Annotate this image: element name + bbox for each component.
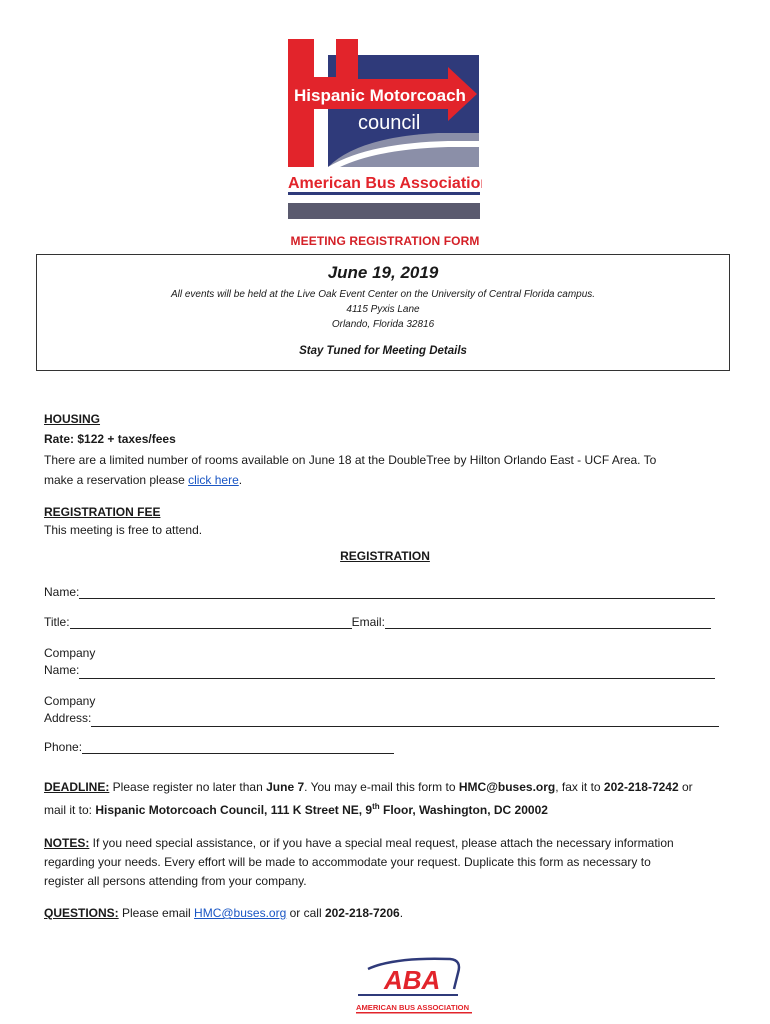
company-label: Company — [44, 646, 96, 660]
stay-tuned-note: Stay Tuned for Meeting Details — [299, 345, 467, 357]
housing-heading: HOUSING — [44, 412, 101, 426]
event-street: 4115 Pyxis Lane — [346, 304, 420, 315]
questions-email-link[interactable]: HMC@buses.org — [194, 906, 287, 920]
click-here-link[interactable]: click here — [188, 473, 239, 487]
phone-row — [44, 740, 394, 754]
event-venue: All events will be held at the Live Oak Event Center on the University of Central Florida campus. — [170, 289, 596, 300]
company-name-row — [44, 645, 715, 679]
fee-heading: REGISTRATION FEE — [44, 505, 161, 519]
deadline-email: HMC@buses.org — [458, 780, 556, 794]
logo-line1: Hispanic Motorcoach — [294, 86, 466, 105]
company-address-field[interactable] — [91, 713, 719, 727]
aba-footer-logo — [354, 955, 476, 1015]
housing-text-line2: make a reservation please click here. — [44, 473, 243, 487]
name-row — [44, 585, 715, 599]
event-info-box — [36, 254, 730, 371]
registration-heading-row — [0, 549, 770, 563]
email-field[interactable] — [385, 615, 711, 629]
fee-text: This meeting is free to attend. — [44, 523, 203, 537]
deadline-section: DEADLINE: Please register no later than June 7. You may e-mail this form to HMC@buses.org, fax it to 202-218-7242 or mail it to: Hispanic Motorcoach Council, 111 K Street NE, 9th Floor, Washington, DC 20002 — [44, 780, 693, 817]
company-name-field[interactable] — [79, 665, 715, 679]
deadline-date: June 7 — [266, 780, 305, 794]
title-email-row — [44, 615, 711, 629]
aba-caption: AMERICAN BUS ASSOCIATION — [356, 1003, 470, 1012]
company-label-2: Company — [44, 694, 96, 708]
email-label: Email: — [351, 615, 385, 629]
notes-label: NOTES: — [44, 836, 90, 850]
company-name-label: Name: — [44, 663, 80, 677]
logo-line2: council — [358, 112, 421, 134]
title-label: Title: — [44, 615, 70, 629]
fee-section — [44, 503, 734, 539]
form-title: MEETING REGISTRATION FORM — [290, 234, 480, 248]
mailing-address: Hispanic Motorcoach Council, 111 K Street NE, 9th Floor, Washington, DC 20002 — [95, 802, 548, 817]
hispanic-motorcoach-council-logo — [288, 37, 482, 219]
company-address-row — [44, 693, 719, 727]
aba-mark: ABA — [384, 965, 441, 995]
title-field[interactable] — [70, 615, 352, 629]
event-date: June 19, 2019 — [327, 263, 439, 282]
questions-label: QUESTIONS: — [44, 906, 119, 920]
deadline-label: DEADLINE: — [44, 780, 110, 794]
housing-text-line1: There are a limited number of rooms available on June 18 at the DoubleTree by Hilton Orlando East - UCF Area. To — [44, 453, 657, 467]
registration-heading: REGISTRATION — [340, 549, 430, 563]
name-field[interactable] — [79, 585, 715, 599]
event-city: Orlando, Florida 32816 — [331, 319, 435, 330]
housing-section — [44, 409, 734, 490]
questions-phone: 202-218-7206 — [324, 906, 400, 920]
notes-section: NOTES: If you need special assistance, or if you have a special meal request, please attach the necessary information regarding your needs. Every effort will be made to accommodate your request. Duplicate this form as necessary to register all persons attending from your company. — [44, 836, 674, 888]
phone-label: Phone: — [44, 740, 83, 754]
logo-line3: American Bus Association — [288, 175, 482, 192]
company-address-label: Address: — [44, 711, 92, 725]
questions-section: QUESTIONS: Please email HMC@buses.org or call 202-218-7206. — [44, 906, 404, 920]
deadline-fax: 202-218-7242 — [603, 780, 679, 794]
phone-field[interactable] — [82, 740, 394, 754]
housing-rate: Rate: $122 + taxes/fees — [44, 432, 176, 446]
name-label: Name: — [44, 585, 80, 599]
